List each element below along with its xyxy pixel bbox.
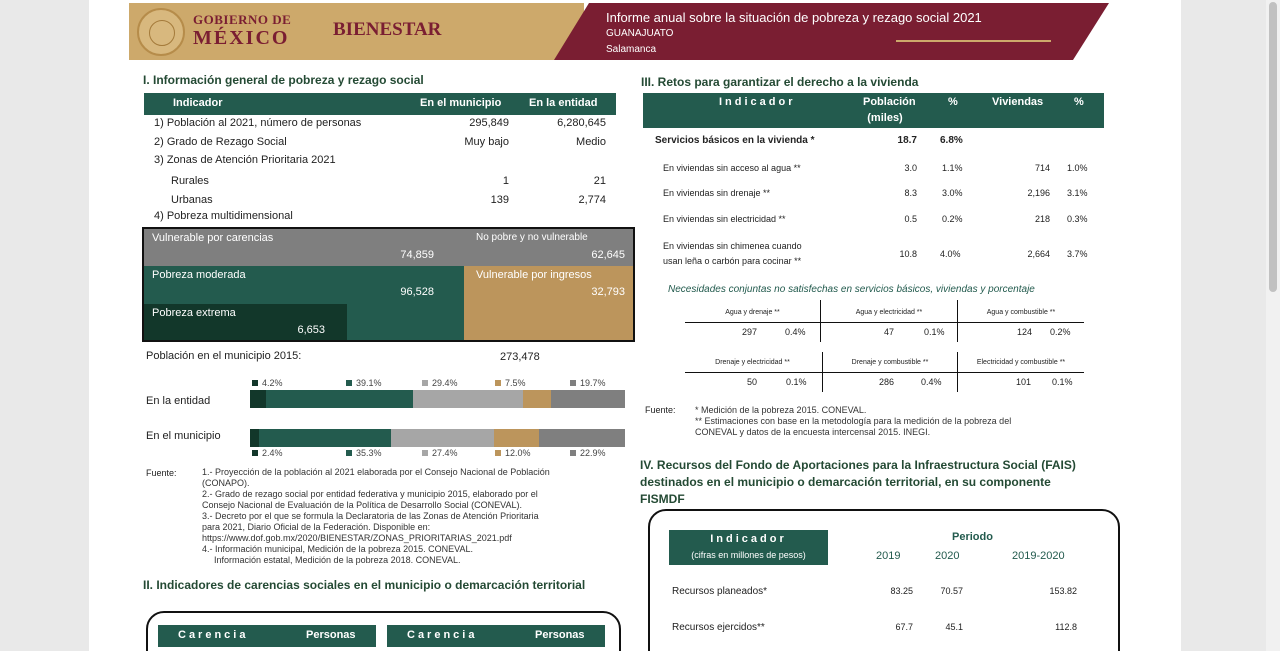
carencias-header-right [387,625,605,647]
conj-value: 50 [746,377,757,387]
fais-row-v3: 112.8 [1055,622,1077,632]
s3-row-pct: 3.0% [942,188,963,198]
legend-item [252,448,283,458]
conj-pct: 0.2% [1050,327,1071,337]
s3-last-label [663,239,802,269]
legend-value: 2.4% [262,448,283,458]
fuente-line: 3.- Decreto por el que se formula la Declaratoria de las Zonas de Atención Prioritaria [202,511,539,521]
s1-row-label: 4) Pobreza multidimensional [154,210,293,222]
bar-segment [250,429,259,447]
legend-item [570,448,606,458]
s3-header-poblacion: Población (miles) [863,96,916,124]
pop2015-label: Población en el municipio 2015: [146,350,302,362]
s3-table-header [643,93,1104,128]
personas-col: Personas [306,629,356,641]
s1-row-label: 2) Grado de Rezago Social [154,136,287,148]
legend-value: 7.5% [505,378,526,388]
stacked-bar-entidad [250,390,625,408]
cell-value: 74,859 [400,249,434,261]
s3-last-label-2: usan leña o carbón para cocinar ** [663,256,802,266]
s3-fuente-notes [695,405,1011,438]
conj-value: 101 [1015,377,1031,387]
cell-value: 6,653 [297,324,325,336]
s3-row-vpct: 3.1% [1067,188,1088,198]
s3-row-pct: 1.1% [942,163,963,173]
bar-segment [494,429,539,447]
legend-value: 19.7% [580,378,606,388]
bar-segment [551,390,625,408]
cell-label: Vulnerable por ingresos [476,269,592,281]
legend-value: 12.0% [505,448,531,458]
cell-vulnerable-ingresos [464,266,633,340]
s3-row-viv: 2,664 [1027,249,1050,259]
cell-label: Pobreza extrema [152,307,236,319]
s3-row-pob: 3.0 [904,163,917,173]
s3-header-viviendas: Viviendas [992,96,1044,108]
personas-col: Personas [535,629,585,641]
conj-header: Agua y drenaje ** [725,309,780,316]
legend-swatch [346,380,352,386]
state-name: GUANAJUATO [606,28,674,39]
conj-pct: 0.4% [921,377,942,387]
fais-row-v1: 83.25 [890,586,913,596]
fais-year: 2020 [935,550,960,562]
conj-header: Agua y combustible ** [986,309,1056,316]
s3-last-label-1: En viviendas sin chimenea cuando [663,241,802,251]
cell-label: Vulnerable por carencias [152,232,274,244]
fais-row-v2: 70.57 [940,586,963,596]
s1-table-header [144,93,616,115]
legend-value: 27.4% [432,448,458,458]
s1-header-municipio: En el municipio [420,97,502,109]
fais-periodo: Periodo [952,531,993,543]
s3-main-pct: 6.8% [940,135,963,146]
section-2-title: II. Indicadores de carencias sociales en el municipio o demarcación territorial [143,578,586,592]
carencia-col: Carencia [178,629,249,641]
conj-header: Agua y electricidad ** [855,309,923,316]
fais-row-v2: 45.1 [945,622,963,632]
bar-segment [391,429,494,447]
cell-value: 62,645 [591,249,625,261]
header-rule [896,40,1051,42]
report-page [89,0,1181,651]
legend-item [422,448,458,458]
carencia-col: Carencia [407,629,478,641]
legend-value: 22.9% [580,448,606,458]
conjuntas-title: Necesidades conjuntas no satisfechas en servicios básicos, viviendas y porcentaje [668,284,1035,295]
pop2015-value: 273,478 [500,351,540,363]
fais-header-indicador [669,530,828,565]
conj-value: 297 [741,327,757,337]
conj-divider [957,352,958,392]
s1-row-label: 3) Zonas de Atención Prioritaria 2021 [154,154,336,166]
s1-fuente-notes [202,467,550,566]
legend-value: 29.4% [432,378,458,388]
legend-swatch [252,450,258,456]
fais-indicador-label: Indicador [710,533,787,545]
s1-row-mun: 1 [502,175,509,187]
s1-row-ent: Medio [576,136,606,148]
conj-value: 124 [1016,327,1032,337]
s3-header-pct: % [948,96,958,108]
s1-row-ent: 21 [593,175,606,187]
s1-header-entidad: En la entidad [529,97,598,109]
fuente-line: Consejo Nacional de Evaluación de la Política de Desarrollo Social (CONEVAL). [202,500,522,510]
s1-row-mun: Muy bajo [464,136,509,148]
bar-segment [250,390,266,408]
poverty-matrix [142,227,635,342]
fuente-line: CONEVAL y datos de la encuesta intercensal 2015. INEGI. [695,427,931,437]
bar-label-municipio: En el municipio [146,430,221,442]
cell-pobreza-extrema [144,304,347,340]
legend-item [570,378,606,388]
conj-rule [685,322,1084,323]
s3-row-viv: 714 [1034,163,1050,173]
s3-row-label: En viviendas sin acceso al agua ** [663,163,801,173]
bar-segment [523,390,551,408]
legend-item [252,378,283,388]
stacked-bar-municipio [250,429,625,447]
s4-title-line: IV. Recursos del Fondo de Aportaciones para la Infraestructura Social (FAIS) [640,458,1076,472]
fuente-line: 4.- Información municipal, Medición de la pobreza 2015. CONEVAL. [202,544,473,554]
s3-fuente-label: Fuente: [645,405,676,415]
s3-row-label: En viviendas sin electricidad ** [663,214,786,224]
bar-segment [413,390,523,408]
cell-no-pobre [464,229,633,266]
fais-row-label: Recursos ejercidos** [672,622,765,633]
s1-row-mun: 139 [490,194,509,206]
conj-pct: 0.1% [924,327,945,337]
s1-fuente-label: Fuente: [146,468,177,478]
conj-rule [685,372,1084,373]
legend-item [422,378,458,388]
legend-value: 39.1% [356,378,382,388]
legend-swatch [495,380,501,386]
gobierno-label: GOBIERNO DE [193,12,292,27]
legend-swatch [422,380,428,386]
conj-header: Electricidad y combustible ** [976,359,1066,366]
cell-label: Pobreza moderada [152,269,246,281]
fuente-line: 2.- Grado de rezago social por entidad federativa y municipio 2015, elaborado por el [202,489,538,499]
fais-row-label: Recursos planeados* [672,586,768,597]
conj-pct: 0.1% [1052,377,1073,387]
bienestar-logo: BIENESTAR [333,19,442,40]
fais-units-label: (cifras en millones de pesos) [691,550,806,560]
fais-year: 2019-2020 [1012,550,1065,562]
cell-pobreza-moderada [144,266,464,304]
s3-row-pct: 4.0% [940,249,961,259]
fuente-line: (CONAPO). [202,478,250,488]
fuente-line: https://www.dof.gob.mx/2020/BIENESTAR/ZONAS_PRIORITARIAS_2021.pdf [202,533,512,543]
conj-value: 286 [878,377,894,387]
s3-main-pob: 18.7 [897,135,917,146]
s1-row-label: 1) Población al 2021, número de personas [154,117,362,129]
s1-row-label: Rurales [171,175,209,187]
legend-swatch [252,380,258,386]
bar-segment [266,390,413,408]
fuente-line: * Medición de la pobreza 2015. CONEVAL. [695,405,867,415]
s3-row-vpct: 1.0% [1067,163,1088,173]
municipality-name: Salamanca [606,44,657,55]
fais-year: 2019 [876,550,901,562]
fuente-line: ** Estimaciones con base en la metodología para la medición de la pobreza del [695,416,1012,426]
section-1-title: I. Información general de pobreza y rezago social [143,73,424,87]
s3-row-viv: 218 [1034,214,1050,224]
coat-of-arms-icon [137,8,185,56]
legend-item [346,448,382,458]
legend-swatch [495,450,501,456]
conj-divider [820,300,821,342]
conj-header: Drenaje y combustible ** [851,359,929,366]
legend-value: 35.3% [356,448,382,458]
legend-swatch [570,380,576,386]
s1-row-mun: 295,849 [469,117,509,129]
s3-row-label: En viviendas sin drenaje ** [663,188,771,198]
s4-title-line: destinados en el municipio o demarcación territorial, en su componente [640,475,1051,489]
s3-main-label: Servicios básicos en la vivienda * [655,135,815,146]
legend-item [495,448,531,458]
section-4-title [640,457,1076,508]
s3-row-pob: 8.3 [904,188,917,198]
s1-row-ent: 2,774 [578,194,606,206]
fais-row-v3: 153.82 [1049,586,1077,596]
section-3-title: III. Retos para garantizar el derecho a la vivienda [641,75,919,89]
conj-divider [822,352,823,392]
fuente-line: Información estatal, Medición de la pobreza 2018. CONEVAL. [214,555,461,565]
bar-segment [259,429,391,447]
s4-title-line: FISMDF [640,492,685,506]
conj-pct: 0.1% [786,377,807,387]
s3-row-vpct: 0.3% [1067,214,1088,224]
conj-divider [957,300,958,342]
s3-header-vpct: % [1074,96,1084,108]
legend-swatch [570,450,576,456]
s1-row-label: Urbanas [171,194,213,206]
conj-header: Drenaje y electricidad ** [715,359,790,366]
fais-row-v1: 67.7 [895,622,913,632]
s3-row-pct: 0.2% [942,214,963,224]
legend-swatch [422,450,428,456]
cell-value: 32,793 [591,286,625,298]
s3-row-viv: 2,196 [1027,188,1050,198]
cell-label: No pobre y no vulnerable [476,232,588,243]
s1-row-ent: 6,280,645 [557,117,606,129]
carencias-header-left [158,625,376,647]
scrollbar-thumb[interactable] [1269,2,1277,292]
cell-value: 96,528 [400,286,434,298]
conj-value: 47 [883,327,894,337]
bar-segment [539,429,625,447]
legend-item [495,378,526,388]
cell-vulnerable-carencias [144,229,464,266]
legend-swatch [346,450,352,456]
s3-row-pob: 10.8 [899,249,917,259]
mexico-label: MÉXICO [193,27,290,49]
fuente-line: 1.- Proyección de la población al 2021 elaborada por el Consejo Nacional de Población [202,467,550,477]
s3-row-pob: 0.5 [904,214,917,224]
s3-row-vpct: 3.7% [1067,249,1088,259]
legend-value: 4.2% [262,378,283,388]
bar-label-entidad: En la entidad [146,395,211,407]
legend-item [346,378,382,388]
s1-header-indicador: Indicador [173,97,223,109]
s3-header-indicador: Indicador [719,96,796,108]
report-title: Informe anual sobre la situación de pobreza y rezago social 2021 [606,10,982,25]
conj-pct: 0.4% [785,327,806,337]
fuente-line: para 2021, Diario Oficial de la Federación. Disponible en: [202,522,431,532]
